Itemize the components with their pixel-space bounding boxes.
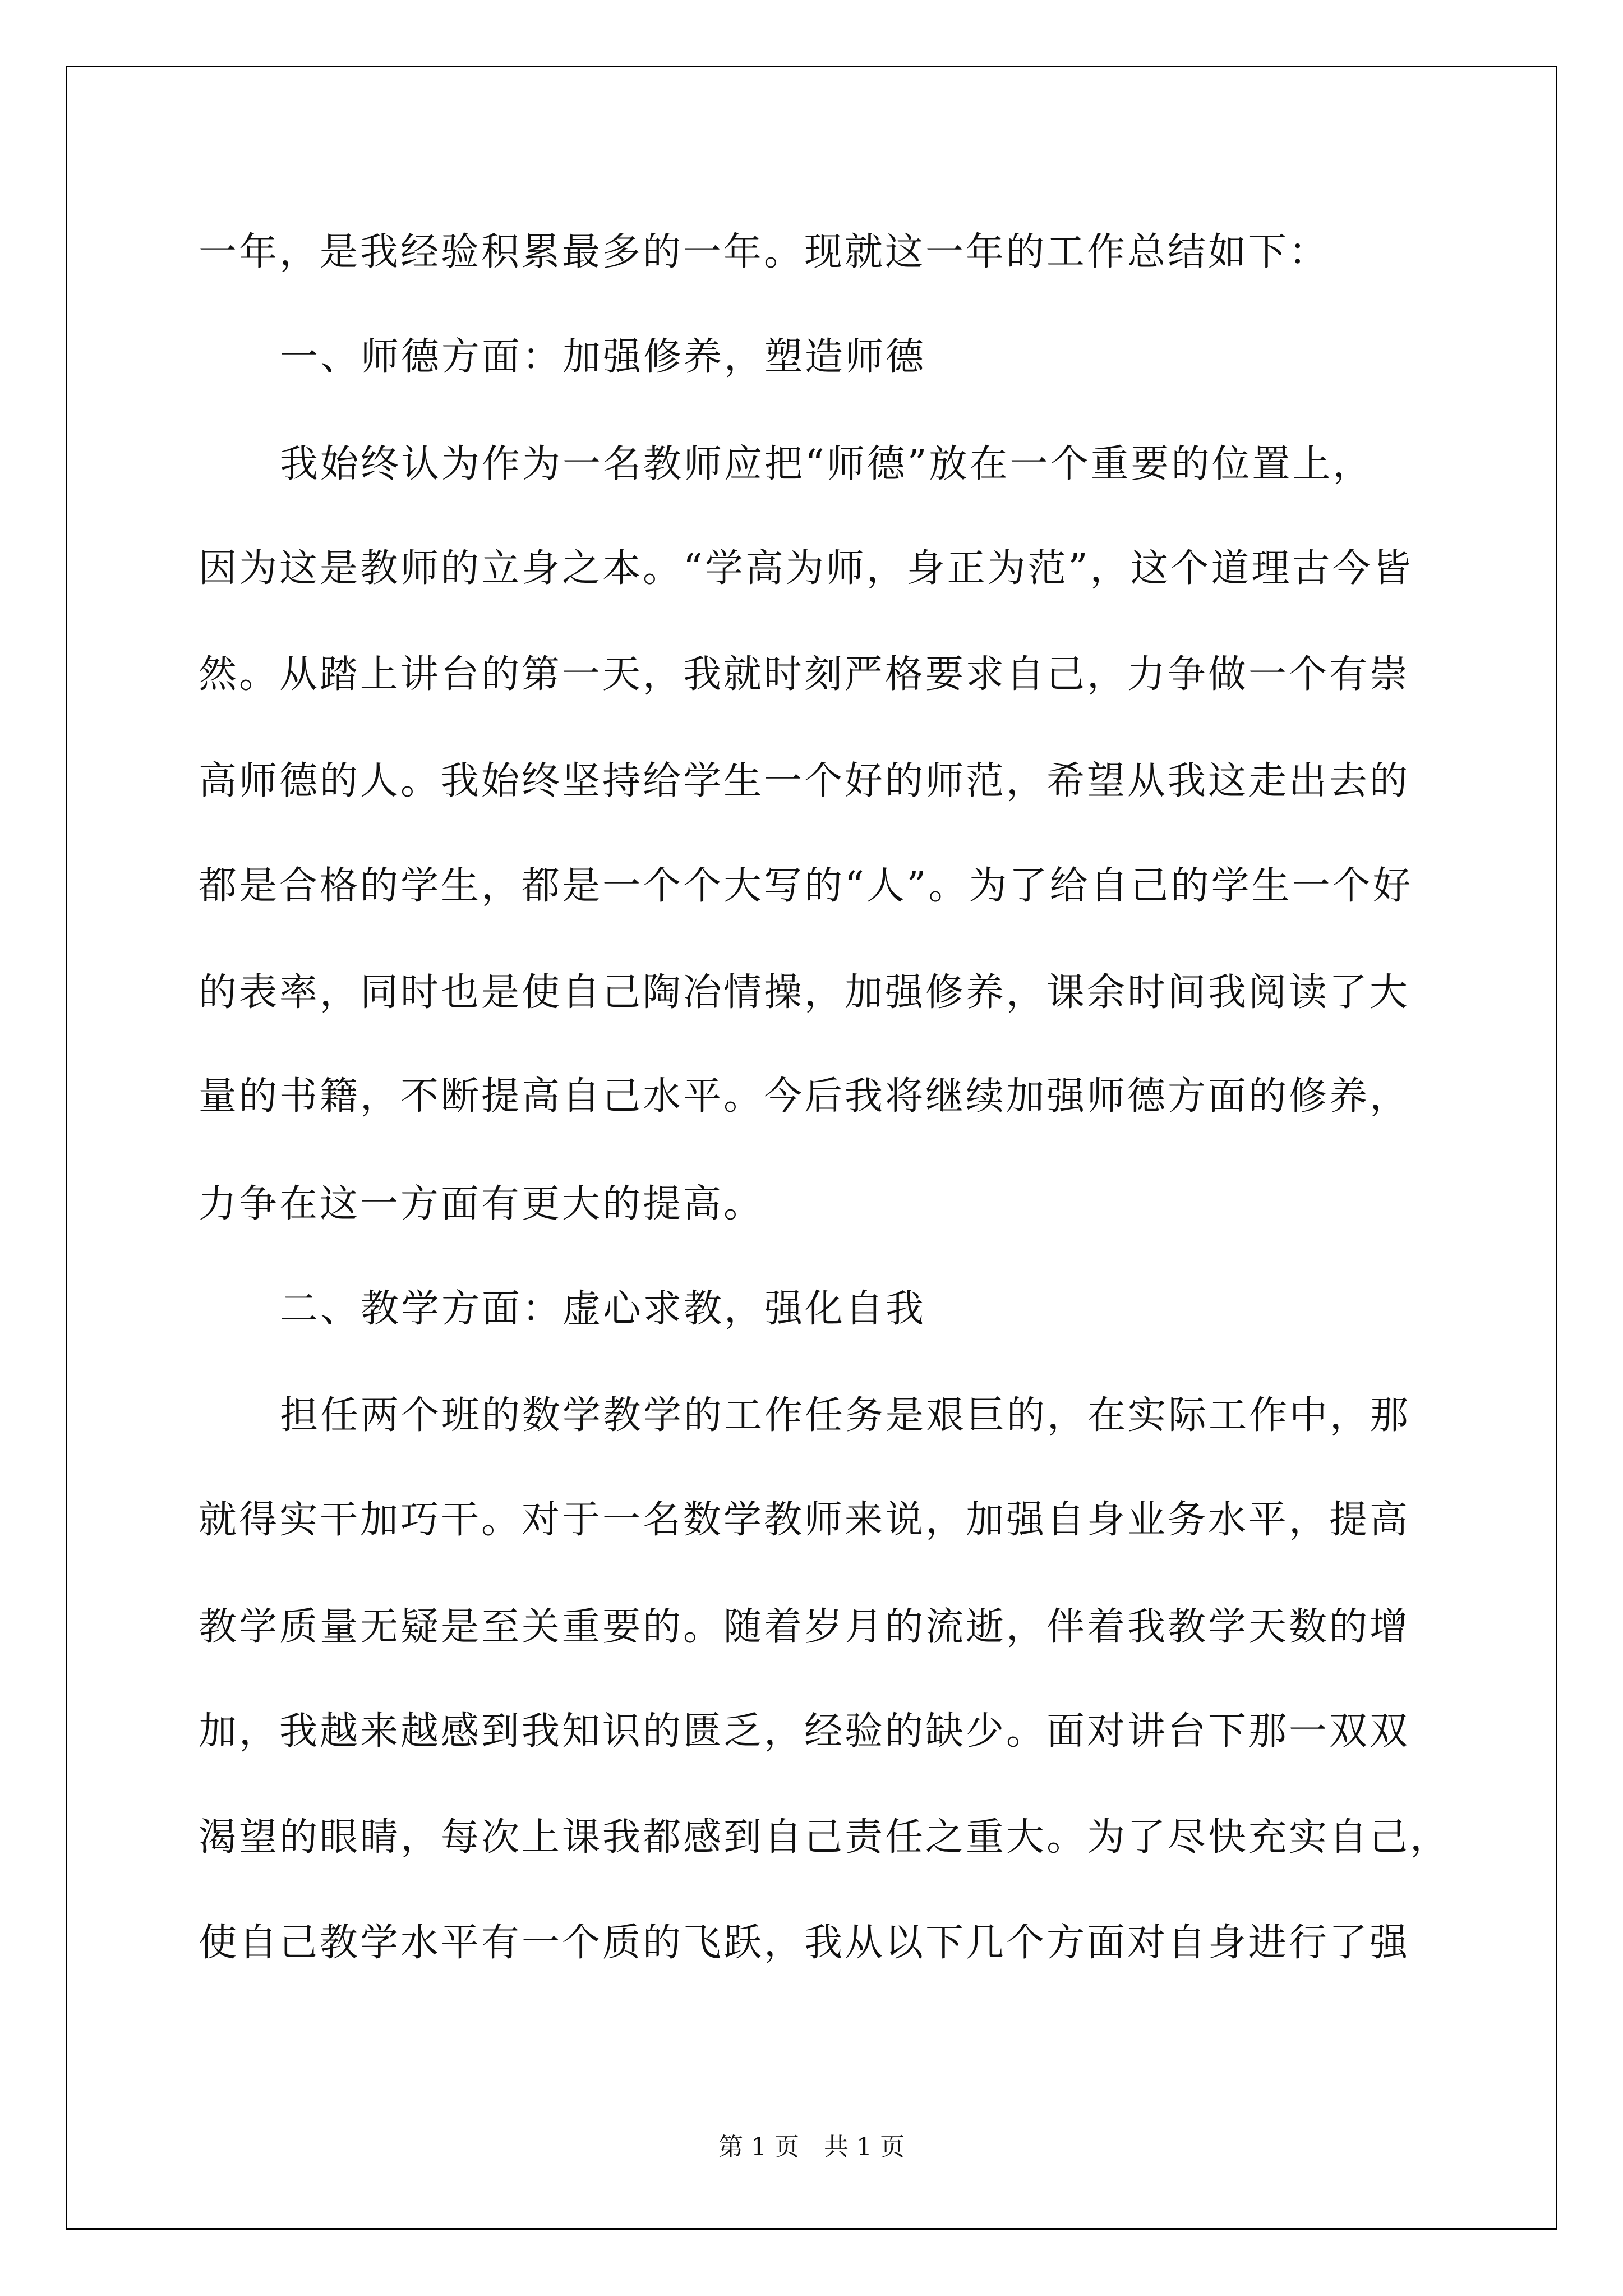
body-line-12: 担任两个班的数学教学的工作任务是艰巨的，在实际工作中，那 — [280, 1393, 1411, 1438]
body-line-7: 都是合格的学生，都是一个个大写的“人”。为了给自己的学生一个好 — [199, 864, 1413, 908]
body-line-9: 量的书籍，不断提高自己水平。今后我将继续加强师德方面的修养， — [199, 1074, 1410, 1119]
body-line-3: 我始终认为作为一名教师应把“师德”放在一个重要的位置上， — [280, 442, 1373, 486]
body-line-6: 高师德的人。我始终坚持给学生一个好的师范，希望从我这走出去的 — [199, 759, 1410, 803]
body-line-13: 就得实干加巧干。对于一名数学教师来说，加强自身业务水平，提高 — [199, 1498, 1410, 1542]
body-line-8: 的表率，同时也是使自己陶冶情操，加强修养，课余时间我阅读了大 — [199, 970, 1410, 1015]
body-line-10: 力争在这一方面有更大的提高。 — [199, 1182, 764, 1226]
body-line-4: 因为这是教师的立身之本。“学高为师，身正为范”，这个道理古今皆 — [199, 546, 1413, 591]
body-line-17: 使自己教学水平有一个质的飞跃，我从以下几个方面对自身进行了强 — [199, 1921, 1410, 1965]
body-line-15: 加，我越来越感到我知识的匮乏，经验的缺少。面对讲台下那一双双 — [199, 1709, 1410, 1754]
body-line-14: 教学质量无疑是至关重要的。随着岁月的流逝，伴着我教学天数的增 — [199, 1605, 1410, 1649]
page-border — [66, 66, 1557, 2230]
page-number-footer: 第 1 页 共 1 页 — [718, 2133, 905, 2161]
body-line-5: 然。从踏上讲台的第一天，我就时刻严格要求自己，力争做一个有崇 — [199, 652, 1410, 697]
body-line-16: 渴望的眼睛，每次上课我都感到自己责任之重大。为了尽快充实自己， — [199, 1815, 1451, 1860]
section-heading-2: 二、教学方面：虚心求教，强化自我 — [280, 1287, 926, 1331]
body-line-1: 一年，是我经验积累最多的一年。现就这一年的工作总结如下： — [199, 230, 1330, 274]
section-heading-1: 一、师德方面：加强修养，塑造师德 — [280, 335, 926, 379]
